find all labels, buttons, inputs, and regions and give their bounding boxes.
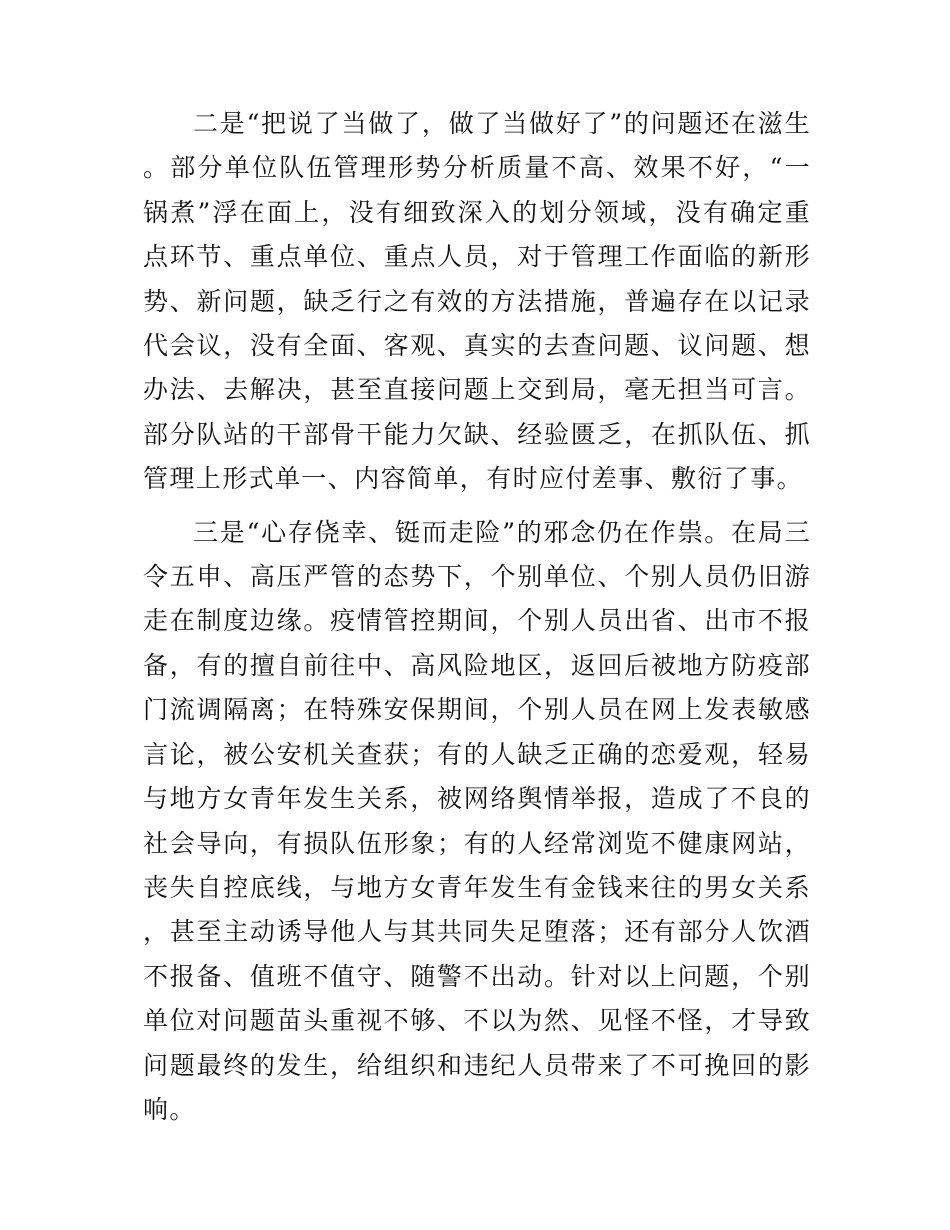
document-body [143,102,811,1141]
paragraph-two: 二是“把说了当做了，做了当做好了”的问题还在滋生。部分单位队伍管理形势分析质量不高、效果不好，“一锅煮”浮在面上，没有细致深入的划分领域，没有确定重点环节、重点单位、重点人员，对于管理工作面临的新形势、新问题，缺乏行之有效的方法措施，普遍存在以记录代会议，没有全面、客观、真实的去查问题、议问题、想办法、去解决，甚至直接问题上交到局，毫无担当可言。部分队站的干部骨干能力欠缺、经验匮乏，在抓队伍、抓管理上形式单一、内容简单，有时应付差事、敷衍了事。 [143,109,811,494]
paragraph-three: 三是“心存侥幸、铤而走险”的邪念仍在作祟。在局三令五申、高压严管的态势下，个别单位、个别人员仍旧游走在制度边缘。疫情管控期间，个别人员出省、出市不报备，有的擅自前往中、高风险地区，返回后被地方防疫部门流调隔离；在特殊安保期间，个别人员在网上发表敏感言论，被公安机关查获；有的人缺乏正确的恋爱观，轻易与地方女青年发生关系，被网络舆情举报，造成了不良的社会导向，有损队伍形象；有的人经常浏览不健康网站，丧失自控底线，与地方女青年发生有金钱来往的男女关系，甚至主动诱导他人与其共同失足堕落；还有部分人饮酒不报备、值班不值守、随警不出动。针对以上问题，个别单位对问题苗头重视不够、不以为然、见怪不怪，才导致问题最终的发生，给组织和违纪人员带来了不可挽回的影响。 [143,517,811,1124]
